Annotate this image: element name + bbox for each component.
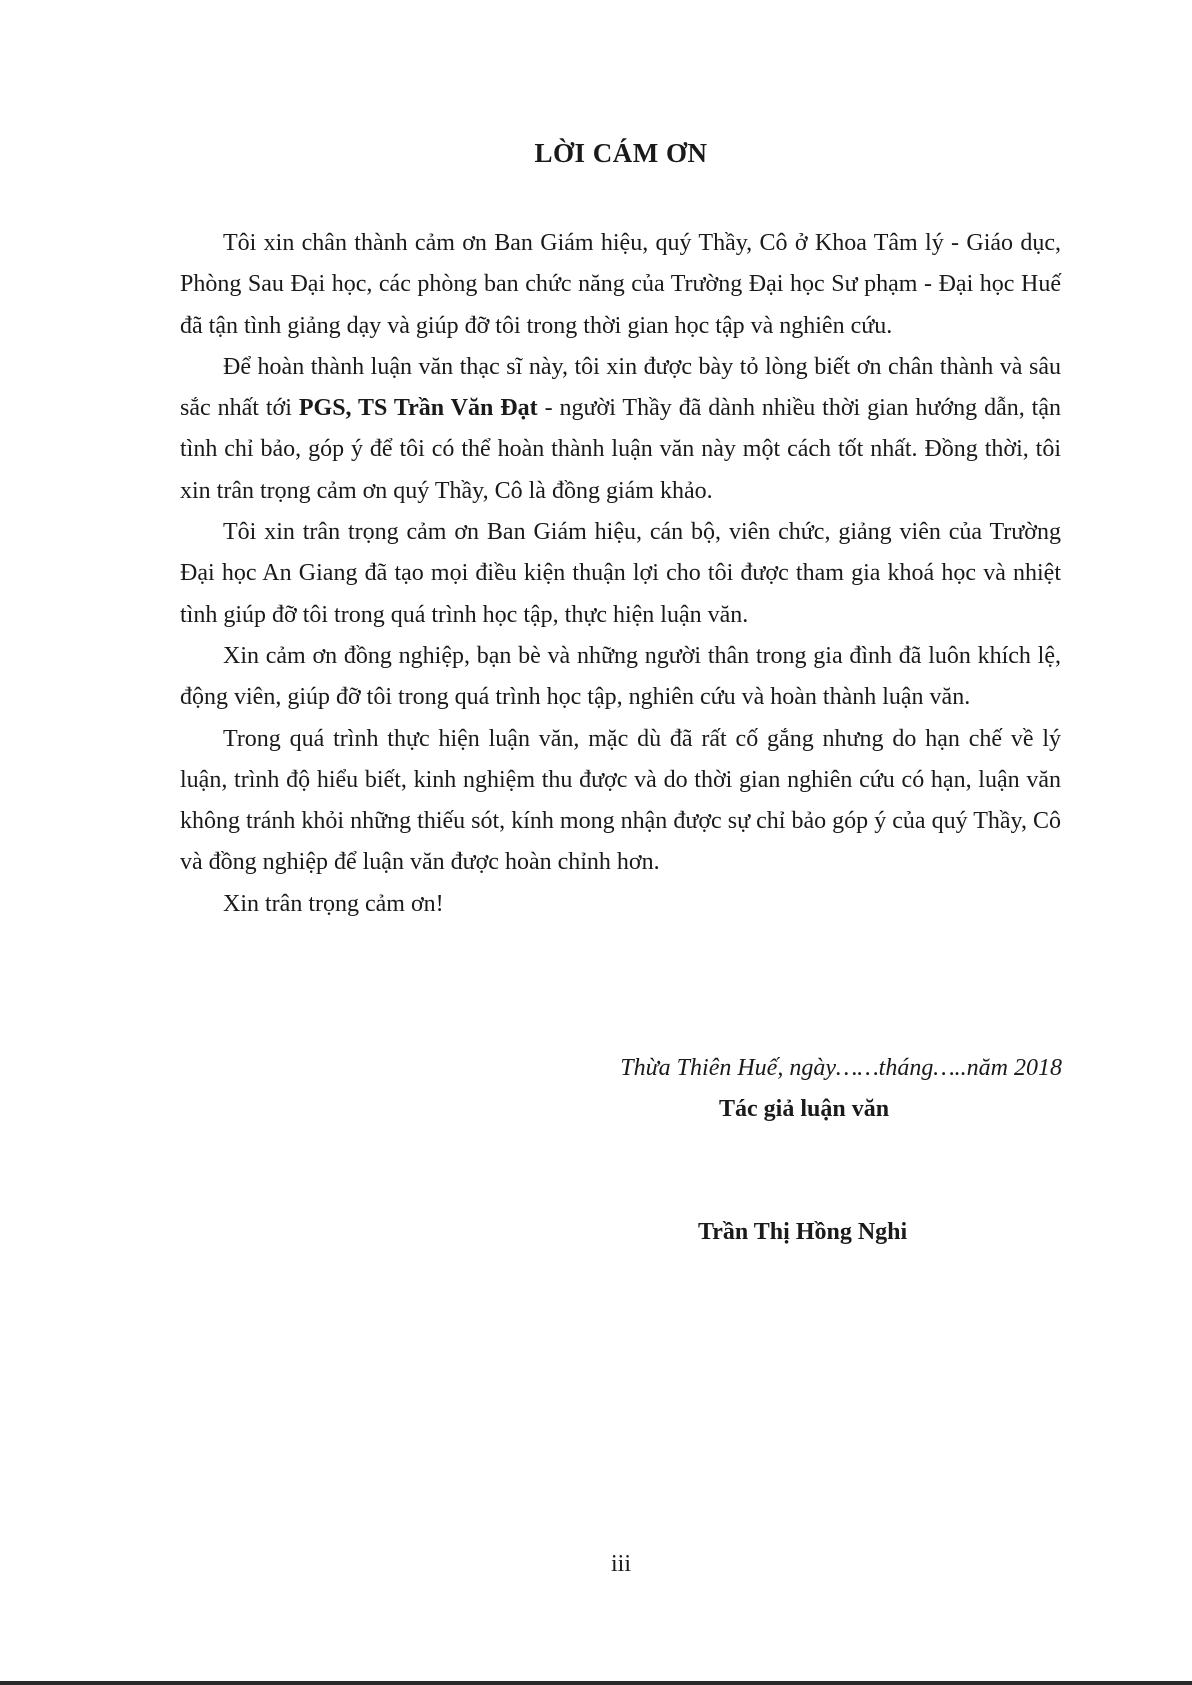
paragraph-1: Tôi xin chân thành cảm ơn Ban Giám hiệu, quý Thầy, Cô ở Khoa Tâm lý - Giáo dục, Phòng Sau Đại học, các phòng ban chức năng của Trường Đại học Sư phạm - Đại học Huế đã tận tình giảng dạy và giúp đỡ tôi trong thời gian học tập và nghiên cứu. [180,230,1061,339]
paragraph-4: Xin cảm ơn đồng nghiệp, bạn bè và những người thân trong gia đình đã luôn khích lệ, động viên, giúp đỡ tôi trong quá trình học tập, nghiên cứu và hoàn thành luận văn. [180,642,1061,711]
paragraph-2-lead: Để hoàn thành luận văn thạc sĩ này, tôi xin được bày tỏ lòng biết ơn chân thành và sâu sắc nhất tới [180,353,1061,422]
acknowledgement-body [180,223,1061,925]
paragraph-5: Trong quá trình thực hiện luận văn, mặc dù đã rất cố gắng nhưng do hạn chế về lý luận, trình độ hiểu biết, kinh nghiệm thu được và do thời gian nghiên cứu có hạn, luận văn không tránh khỏi những thiếu sót, kính mong nhận được sự chỉ bảo góp ý của quý Thầy, Cô và đồng nghiệp để luận văn được hoàn chỉnh hơn. [180,725,1061,876]
page-bottom-border [0,1681,1192,1685]
author-role: Tác giả luận văn [719,1096,890,1122]
author-name: Trần Thị Hồng Nghi [698,1219,908,1245]
paragraph-3: Tôi xin trân trọng cảm ơn Ban Giám hiệu, cán bộ, viên chức, giảng viên của Trường Đại học An Giang đã tạo mọi điều kiện thuận lợi cho tôi được tham gia khoá học và nhiệt tình giúp đỡ tôi trong quá trình học tập, thực hiện luận văn. [180,519,1061,628]
paragraph-2 [180,347,1061,512]
date-line: Thừa Thiên Huế, ngày……tháng…..năm 2018 [620,1055,1062,1081]
page-title: LỜI CÁM ƠN [534,138,708,168]
page-number: iii [610,1551,631,1577]
advisor-name: PGS, TS Trần Văn Đạt [298,395,538,422]
paragraph-6: Xin trân trọng cảm ơn! [223,890,444,917]
paragraph-2-tail: - người Thầy đã dành nhiều thời gian hướng dẫn, tận tình chỉ bảo, góp ý để tôi có thể hoàn thành luận văn này một cách tốt nhất. Đồng thời, tôi xin trân trọng cảm ơn quý Thầy, Cô là đồng giám khảo. [180,395,1061,504]
